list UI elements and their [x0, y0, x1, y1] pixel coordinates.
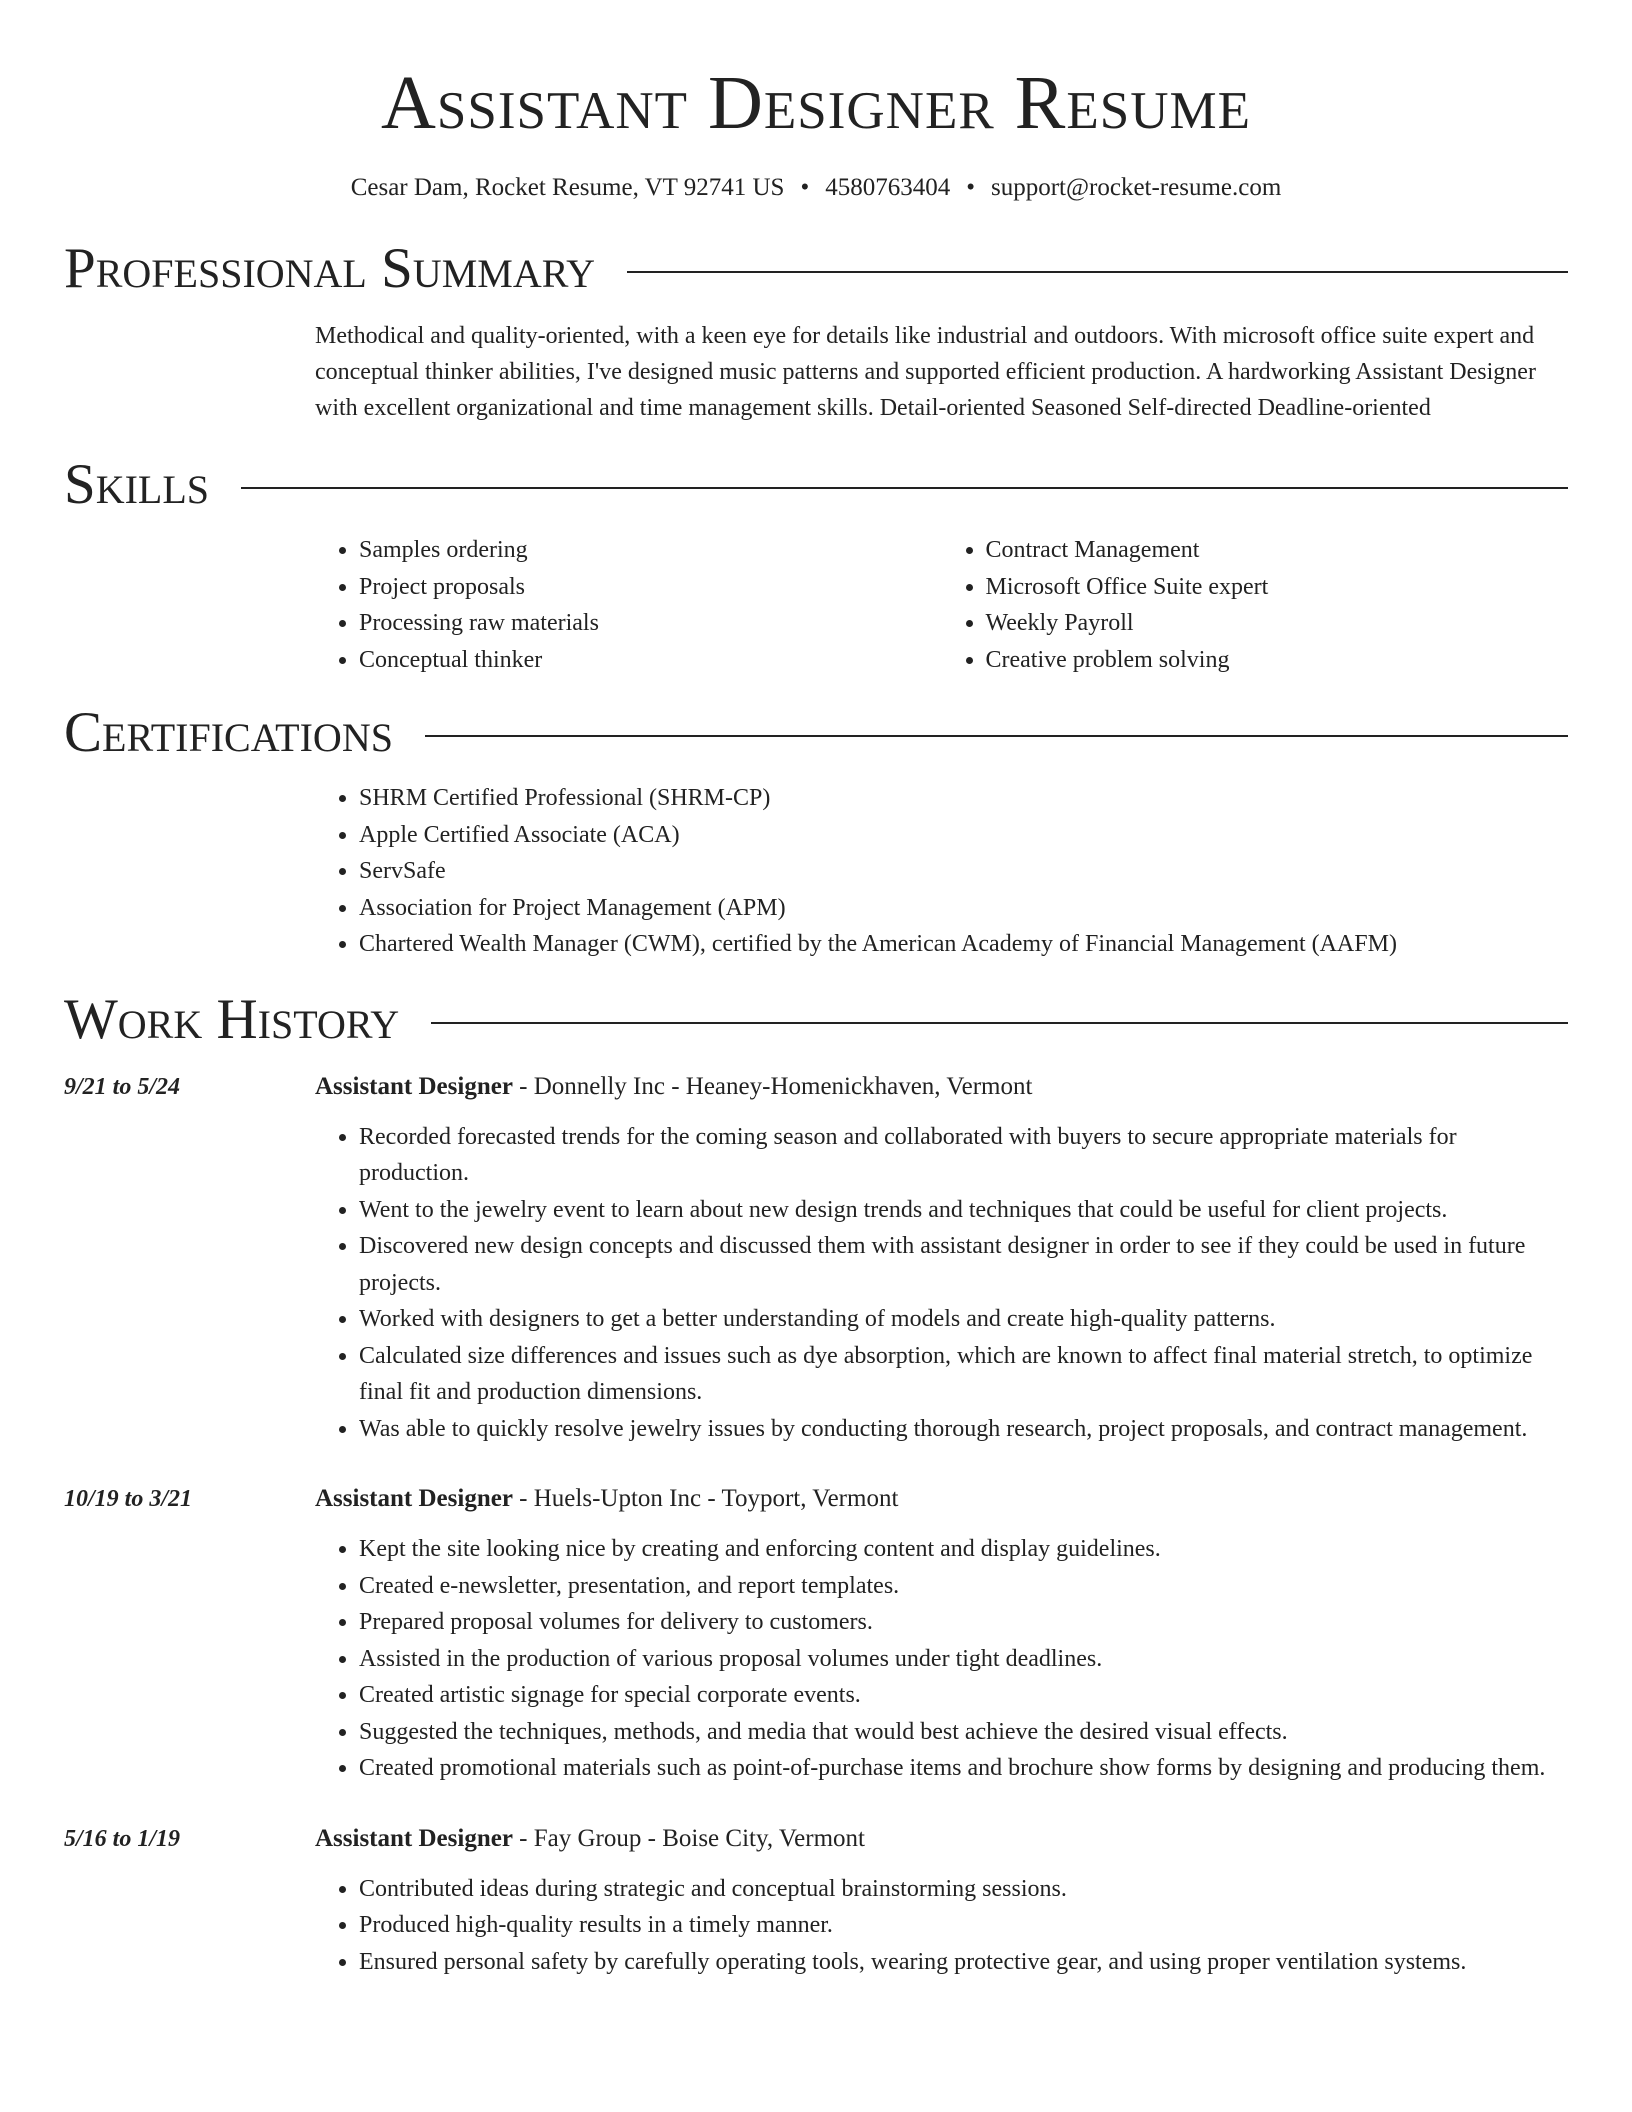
job-bullet: • Prepared proposal volumes for delivery to customers.: [359, 1604, 1568, 1641]
resume-title: Assistant Designer Resume: [381, 61, 1251, 145]
job-bullet: • Created e-newsletter, presentation, and report templates.: [359, 1568, 1568, 1605]
job-bullet: • Created artistic signage for special corporate events.: [359, 1677, 1568, 1714]
contact-phone: 4580763404: [825, 174, 951, 201]
skill-item: • Project proposals: [359, 569, 942, 606]
job-dates: 10/19 to 3/21: [64, 1486, 193, 1512]
work-section-header: [64, 989, 1568, 1051]
skill-item: • Conceptual thinker: [359, 642, 942, 679]
job-dates: 9/21 to 5/24: [64, 1073, 181, 1100]
skill-item: • Creative problem solving: [986, 642, 1569, 679]
job-role-line: [315, 1069, 1032, 1105]
section-divider: [425, 735, 1568, 737]
job-header: [64, 1481, 1568, 1517]
skill-item: • Contract Management: [986, 532, 1569, 569]
resume-page: [64, 0, 1568, 2112]
contact-separator: •: [966, 174, 975, 201]
job-title: Assistant Designer: [315, 1485, 513, 1512]
skill-item: • Processing raw materials: [359, 605, 942, 642]
skills-list-left: [315, 532, 942, 678]
skills-heading: Skills: [64, 453, 210, 516]
contact-email: support@rocket-resume.com: [991, 174, 1282, 201]
job-bullet: • Contributed ideas during strategic and conceptual brainstorming sessions.: [359, 1871, 1568, 1908]
job-header: [64, 1069, 1568, 1105]
skill-item: • Samples ordering: [359, 532, 942, 569]
job-bullet: • Worked with designers to get a better understanding of models and create high-quality patterns.: [359, 1301, 1568, 1338]
skill-item: • Weekly Payroll: [986, 605, 1569, 642]
job-bullet: • Calculated size differences and issues such as dye absorption, which are known to affect final material stretch, to optimize final fit and production dimensions.: [359, 1338, 1568, 1411]
skill-item: • Microsoft Office Suite expert: [986, 569, 1569, 606]
certification-item: • SHRM Certified Professional (SHRM-CP): [359, 780, 1568, 817]
certification-item: • ServSafe: [359, 853, 1568, 890]
job-role-line: [315, 1481, 898, 1517]
job-company: - Donnelly Inc - Heaney-Homenickhaven, Vermont: [512, 1072, 1033, 1100]
section-divider: [627, 271, 1568, 273]
summary-section-header: [64, 238, 1568, 300]
job-company: - Fay Group - Boise City, Vermont: [512, 1824, 865, 1852]
job-bullet: • Suggested the techniques, methods, and media that would best achieve the desired visual effects.: [359, 1714, 1568, 1751]
skills-list-right: [942, 532, 1569, 678]
job-bullet: • Discovered new design concepts and discussed them with assistant designer in order to see if they could be used in future projects.: [359, 1228, 1568, 1301]
summary-body: [315, 318, 1568, 426]
job-company: - Huels-Upton Inc - Toyport, Vermont: [512, 1485, 899, 1512]
job-bullet: • Assisted in the production of various proposal volumes under tight deadlines.: [359, 1641, 1568, 1678]
certifications-list: [315, 780, 1568, 963]
skills-section-header: [64, 454, 1568, 516]
section-divider: [241, 487, 1568, 489]
job-bullet: • Was able to quickly resolve jewelry issues by conducting thorough research, project proposals, and contract management.: [359, 1411, 1568, 1448]
contact-address: Cesar Dam, Rocket Resume, VT 92741 US: [350, 174, 785, 201]
job-entry: [64, 1069, 1568, 1448]
work-heading: Work History: [64, 987, 400, 1051]
skills-grid: [315, 532, 1568, 678]
job-entry: [64, 1821, 1568, 1981]
contact-line: [64, 172, 1568, 204]
summary-heading: Professional Summary: [64, 237, 596, 300]
job-entry: [64, 1481, 1568, 1787]
job-bullet: • Produced high-quality results in a timely manner.: [359, 1907, 1568, 1944]
certifications-body: [315, 780, 1568, 963]
certification-item: • Chartered Wealth Manager (CWM), certified by the American Academy of Financial Management (AAFM): [359, 926, 1568, 963]
job-role-line: [315, 1821, 865, 1857]
summary-text: Methodical and quality-oriented, with a keen eye for details like industrial and outdoors. With microsoft office suite expert and conceptual thinker abilities, I've designed music patterns and supported efficient production. A hardworking Assistant Designer with excellent organizational and time management skills. Detail-oriented Seasoned Self-directed Deadline-oriented: [315, 323, 1536, 421]
certifications-section-header: [64, 702, 1568, 764]
job-bullet: • Kept the site looking nice by creating and enforcing content and display guidelines.: [359, 1531, 1568, 1568]
section-divider: [431, 1022, 1568, 1024]
job-bullet: • Went to the jewelry event to learn about new design trends and techniques that could be useful for client projects.: [359, 1192, 1568, 1229]
job-bullet: • Recorded forecasted trends for the coming season and collaborated with buyers to secure appropriate materials for production.: [359, 1119, 1568, 1192]
job-bullet: • Ensured personal safety by carefully operating tools, wearing protective gear, and using proper ventilation systems.: [359, 1944, 1568, 1981]
certification-item: • Association for Project Management (APM): [359, 890, 1568, 927]
job-dates: 5/16 to 1/19: [64, 1825, 181, 1852]
job-bullet: • Created promotional materials such as point-of-purchase items and brochure show forms by designing and producing them.: [359, 1750, 1568, 1787]
job-title: Assistant Designer: [315, 1072, 513, 1100]
certification-item: • Apple Certified Associate (ACA): [359, 817, 1568, 854]
job-title: Assistant Designer: [315, 1824, 513, 1852]
job-bullets: [315, 1871, 1568, 1981]
contact-separator: •: [800, 174, 810, 201]
job-bullets: [315, 1531, 1568, 1787]
certifications-heading: Certifications: [64, 701, 393, 764]
job-header: [64, 1821, 1568, 1857]
job-bullets: [315, 1119, 1568, 1448]
